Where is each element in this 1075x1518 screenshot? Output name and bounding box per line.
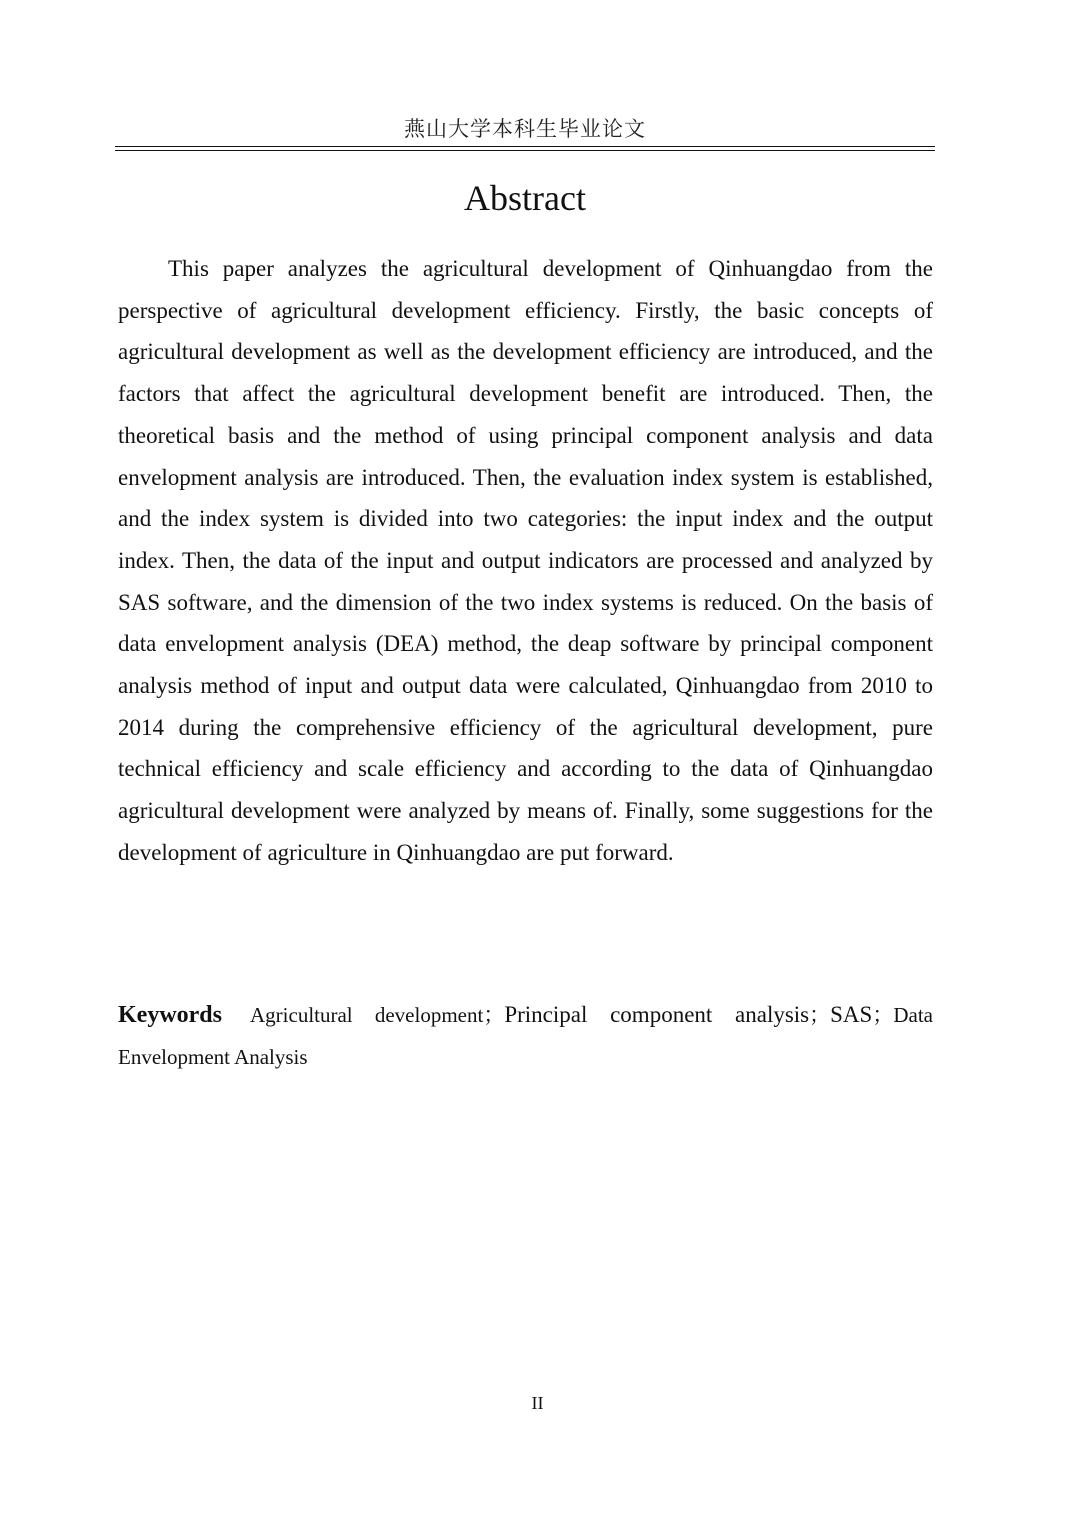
running-header: 燕山大学本科生毕业论文 xyxy=(404,117,646,141)
keyword-separator: ； xyxy=(872,1003,894,1027)
keyword-separator: ； xyxy=(809,1003,831,1027)
page-number: II xyxy=(531,1393,544,1413)
keyword-separator: ； xyxy=(483,1003,505,1027)
header-rule-bottom xyxy=(115,150,935,151)
header-rule-top xyxy=(115,146,935,147)
keywords-line xyxy=(118,994,933,1078)
keyword-item: Data Envelopment Analysis xyxy=(118,1003,933,1069)
keyword-item: SAS xyxy=(830,1002,873,1027)
keyword-item: Principal component analysis xyxy=(504,1002,810,1027)
abstract-paragraph: This paper analyzes the agricultural development of Qinhuangdao from the perspective of agricultural development efficiency. Firstly, the basic concepts of agricultural development as well as the development efficiency are introduced, and the factors that affect the agricultural development benefit are introduced. Then, the theoretical basis and the method of using principal component analysis and data envelopment analysis are introduced. Then, the evaluation index system is established, and the index system is divided into two categories: the input index and the output index. Then, the data of the input and output indicators are processed and analyzed by SAS software, and the dimension of the two index systems is reduced. On the basis of data envelopment analysis (DEA) method, the deap software by principal component analysis method of input and output data were calculated, Qinhuangdao from 2010 to 2014 during the comprehensive efficiency of the agricultural development, pure technical efficiency and scale efficiency and according to the data of Qinhuangdao agricultural development were analyzed by means of. Finally, some suggestions for the development of agriculture in Qinhuangdao are put forward. xyxy=(118,256,933,865)
keyword-item: Agricultural development xyxy=(250,1003,484,1027)
page-title: Abstract xyxy=(464,178,586,218)
keywords-label: Keywords xyxy=(118,1002,222,1028)
